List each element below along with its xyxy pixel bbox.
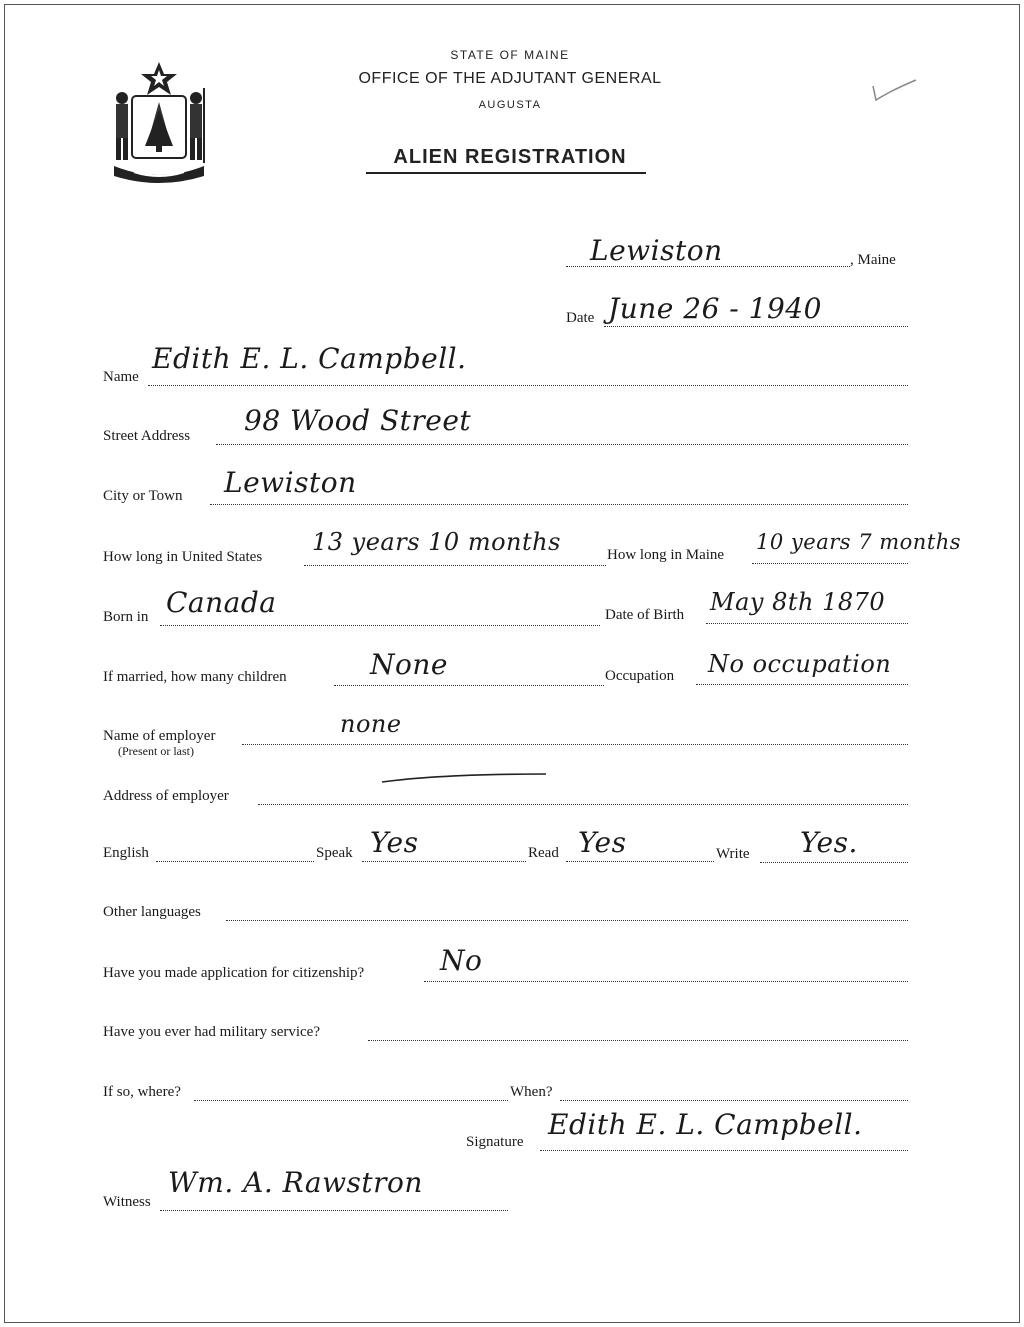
occupation-line <box>696 684 908 685</box>
write-value: Yes. <box>800 826 858 859</box>
children-line <box>334 685 604 686</box>
where-label: If so, where? <box>103 1084 181 1100</box>
name-line <box>148 385 908 386</box>
citizenship-label: Have you made application for citizenship? <box>103 965 365 981</box>
employer-label: Name of employer <box>103 728 216 744</box>
citizenship-line <box>424 981 908 982</box>
name-label: Name <box>103 369 139 385</box>
other-languages-line <box>226 920 908 921</box>
when-label: When? <box>510 1084 553 1100</box>
place-suffix: , Maine <box>850 252 896 268</box>
occupation-value: No occupation <box>708 650 892 678</box>
form-title: ALIEN REGISTRATION <box>393 146 627 168</box>
military-label: Have you ever had military service? <box>103 1024 320 1040</box>
witness-value: Wm. A. Rawstron <box>168 1166 423 1199</box>
street-value: 98 Wood Street <box>244 404 472 437</box>
dob-value: May 8th 1870 <box>710 588 886 616</box>
signature-value: Edith E. L. Campbell. <box>548 1108 863 1141</box>
employer-address-label: Address of employer <box>103 788 229 804</box>
military-line <box>368 1040 908 1041</box>
date-label: Date <box>566 310 595 326</box>
read-value: Yes <box>578 826 627 859</box>
city-label: City or Town <box>103 488 183 504</box>
maine-state-seal-icon <box>104 58 214 186</box>
where-line <box>194 1100 508 1101</box>
speak-label: Speak <box>316 845 353 861</box>
name-value: Edith E. L. Campbell. <box>152 342 467 375</box>
speak-value: Yes <box>370 826 419 859</box>
city-line <box>210 504 908 505</box>
born-in-line <box>160 625 600 626</box>
read-label: Read <box>528 845 559 861</box>
english-line <box>156 861 314 862</box>
occupation-label: Occupation <box>605 668 675 684</box>
when-line <box>560 1100 908 1101</box>
speak-line <box>362 861 526 862</box>
signature-label: Signature <box>466 1134 524 1150</box>
checkmark-icon <box>870 76 920 106</box>
born-in-value: Canada <box>166 586 277 619</box>
children-value: None <box>370 648 448 681</box>
write-label: Write <box>716 846 750 862</box>
employer-sublabel: (Present or last) <box>118 744 194 758</box>
other-languages-label: Other languages <box>103 904 201 920</box>
employer-value: none <box>340 710 402 738</box>
place-value: Lewiston <box>590 234 723 267</box>
date-value: June 26 - 1940 <box>608 292 822 325</box>
maine-time-value: 10 years 7 months <box>756 530 962 554</box>
witness-label: Witness <box>103 1194 151 1210</box>
state-heading: STATE OF MAINE <box>450 48 570 62</box>
read-line <box>566 861 714 862</box>
maine-time-line <box>752 563 908 564</box>
street-line <box>216 444 908 445</box>
us-time-label: How long in United States <box>103 549 263 565</box>
dob-line <box>706 623 908 624</box>
english-label: English <box>103 845 149 861</box>
witness-line <box>160 1210 508 1211</box>
city-value: Lewiston <box>224 466 357 499</box>
employer-line <box>242 744 908 745</box>
signature-line <box>540 1150 908 1151</box>
street-label: Street Address <box>103 428 191 444</box>
blank-stroke-mark <box>380 770 550 786</box>
employer-address-line <box>258 804 908 805</box>
city-heading: AUGUSTA <box>478 99 542 111</box>
office-heading: OFFICE OF THE ADJUTANT GENERAL <box>358 70 662 87</box>
title-underline <box>366 172 646 174</box>
citizenship-value: No <box>440 944 483 977</box>
us-time-value: 13 years 10 months <box>312 528 561 556</box>
children-label: If married, how many children <box>103 669 287 685</box>
write-line <box>760 862 908 863</box>
maine-time-label: How long in Maine <box>607 547 725 563</box>
us-time-line <box>304 565 606 566</box>
born-in-label: Born in <box>103 609 149 625</box>
date-line <box>604 326 908 327</box>
dob-label: Date of Birth <box>605 607 685 623</box>
